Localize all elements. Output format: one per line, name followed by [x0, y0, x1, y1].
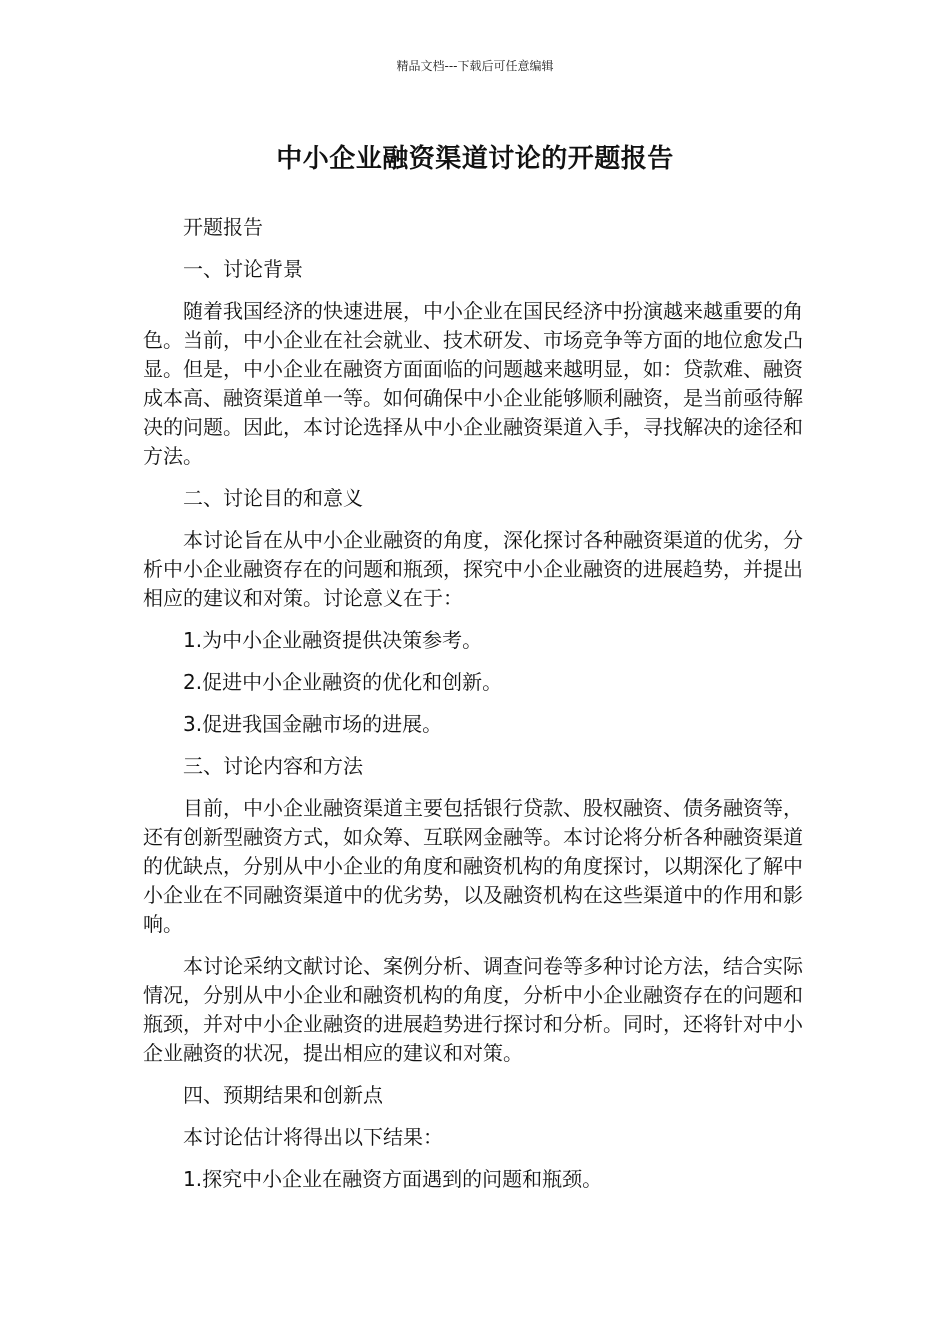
document-body	[143, 213, 803, 1207]
list-item-result-1: 1.探究中小企业在融资方面遇到的问题和瓶颈。	[183, 1167, 603, 1191]
heading-purpose: 二、讨论目的和意义	[183, 486, 363, 510]
heading-content-method: 三、讨论内容和方法	[183, 754, 363, 778]
heading-background: 一、讨论背景	[183, 257, 303, 281]
paragraph-content: 目前，中小企业融资渠道主要包括银行贷款、股权融资、债务融资等，还有创新型融资方式，如众筹、互联网金融等。本讨论将分析各种融资渠道的优缺点，分别从中小企业的角度和融资机构的角度探讨，以期深化了解中小企业在不同融资渠道中的优劣势，以及融资机构在这些渠道中的作用和影响。	[143, 796, 803, 936]
list-item-significance-1: 1.为中小企业融资提供决策参考。	[183, 628, 483, 652]
document-title: 中小企业融资渠道讨论的开题报告	[276, 144, 674, 174]
header-note: 精品文档---下载后可任意编辑	[396, 59, 554, 73]
list-item-significance-3: 3.促进我国金融市场的进展。	[183, 712, 443, 736]
paragraph-expected-intro: 本讨论估计将得出以下结果：	[183, 1125, 443, 1149]
paragraph-report-label: 开题报告	[183, 215, 263, 239]
heading-expected-results: 四、预期结果和创新点	[183, 1083, 383, 1107]
paragraph-background: 随着我国经济的快速进展，中小企业在国民经济中扮演越来越重要的角色。当前，中小企业在社会就业、技术研发、市场竞争等方面的地位愈发凸显。但是，中小企业在融资方面面临的问题越来越明显，如：贷款难、融资成本高、融资渠道单一等。如何确保中小企业能够顺利融资，是当前亟待解决的问题。因此，本讨论选择从中小企业融资渠道入手，寻找解决的途径和方法。	[143, 299, 803, 468]
list-item-significance-2: 2.促进中小企业融资的优化和创新。	[183, 670, 503, 694]
paragraph-purpose: 本讨论旨在从中小企业融资的角度，深化探讨各种融资渠道的优劣，分析中小企业融资存在的问题和瓶颈，探究中小企业融资的进展趋势，并提出相应的建议和对策。讨论意义在于：	[143, 528, 803, 610]
paragraph-method: 本讨论采纳文献讨论、案例分析、调查问卷等多种讨论方法，结合实际情况，分别从中小企业和融资机构的角度，分析中小企业融资存在的问题和瓶颈，并对中小企业融资的进展趋势进行探讨和分析。同时，还将针对中小企业融资的状况，提出相应的建议和对策。	[143, 954, 803, 1065]
